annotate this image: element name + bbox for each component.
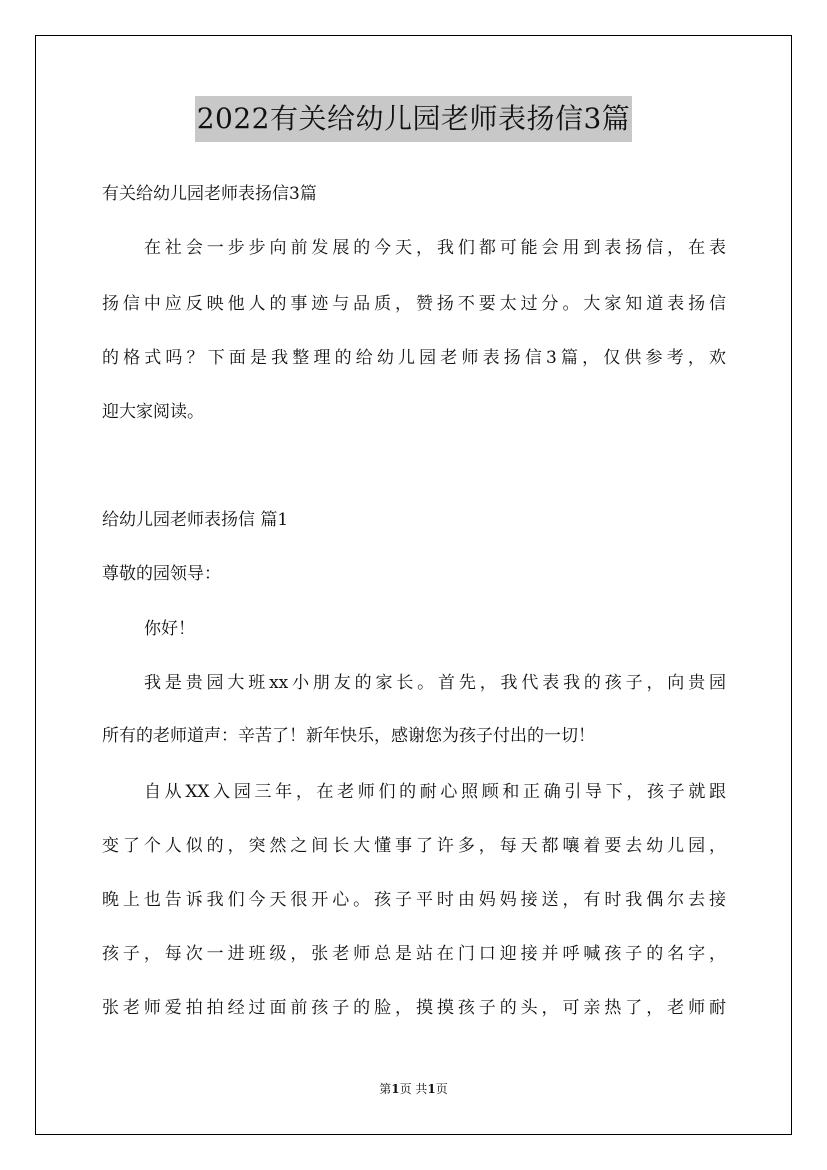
body-line-7: 张老师爱拍拍经过面前孩子的脸，摸摸孩子的头，可亲热了，老师耐	[102, 998, 726, 1018]
intro-line-4: 迎大家阅读。	[102, 402, 204, 422]
body-line-6: 孩子，每次一进班级，张老师总是站在门口迎接并呼喊孩子的名字，	[102, 944, 726, 964]
intro-line-1: 在社会一步步向前发展的今天，我们都可能会用到表扬信，在表	[144, 238, 726, 258]
body-line-2: 所有的老师道声：辛苦了！新年快乐，感谢您为孩子付出的一切！	[102, 726, 595, 746]
footer-page-suffix: 页	[435, 1082, 448, 1096]
body-line-5: 晚上也告诉我们今天很开心。孩子平时由妈妈接送，有时我偶尔去接	[102, 890, 726, 910]
body-line-1: 我是贵园大班xx小朋友的家长。首先，我代表我的孩子，向贵园	[144, 673, 726, 693]
body-line-3: 自从XX入园三年，在老师们的耐心照顾和正确引导下，孩子就跟	[144, 782, 726, 802]
intro-line-2: 扬信中应反映他人的事迹与品质，赞扬不要太过分。大家知道表扬信	[102, 294, 726, 314]
body-line-4: 变了个人似的，突然之间长大懂事了许多，每天都嚷着要去幼儿园，	[102, 836, 726, 856]
footer-page-prefix: 第	[379, 1082, 392, 1096]
letter-greeting: 你好！	[144, 619, 195, 639]
letter-salutation: 尊敬的园领导：	[102, 564, 221, 584]
footer-page-number: 1	[391, 1082, 400, 1096]
document-subtitle: 有关给幼儿园老师表扬信3篇	[102, 184, 317, 204]
intro-line-3: 的格式吗？下面是我整理的给幼儿园老师表扬信3篇，仅供参考，欢	[102, 348, 726, 368]
footer-page-mid: 页 共	[399, 1082, 428, 1096]
document-title: 2022有关给幼儿园老师表扬信3篇	[195, 96, 633, 142]
title-container	[0, 96, 827, 142]
page-footer	[0, 1081, 827, 1097]
footer-page-total: 1	[427, 1082, 436, 1096]
section-heading: 给幼儿园老师表扬信 篇1	[102, 510, 289, 530]
